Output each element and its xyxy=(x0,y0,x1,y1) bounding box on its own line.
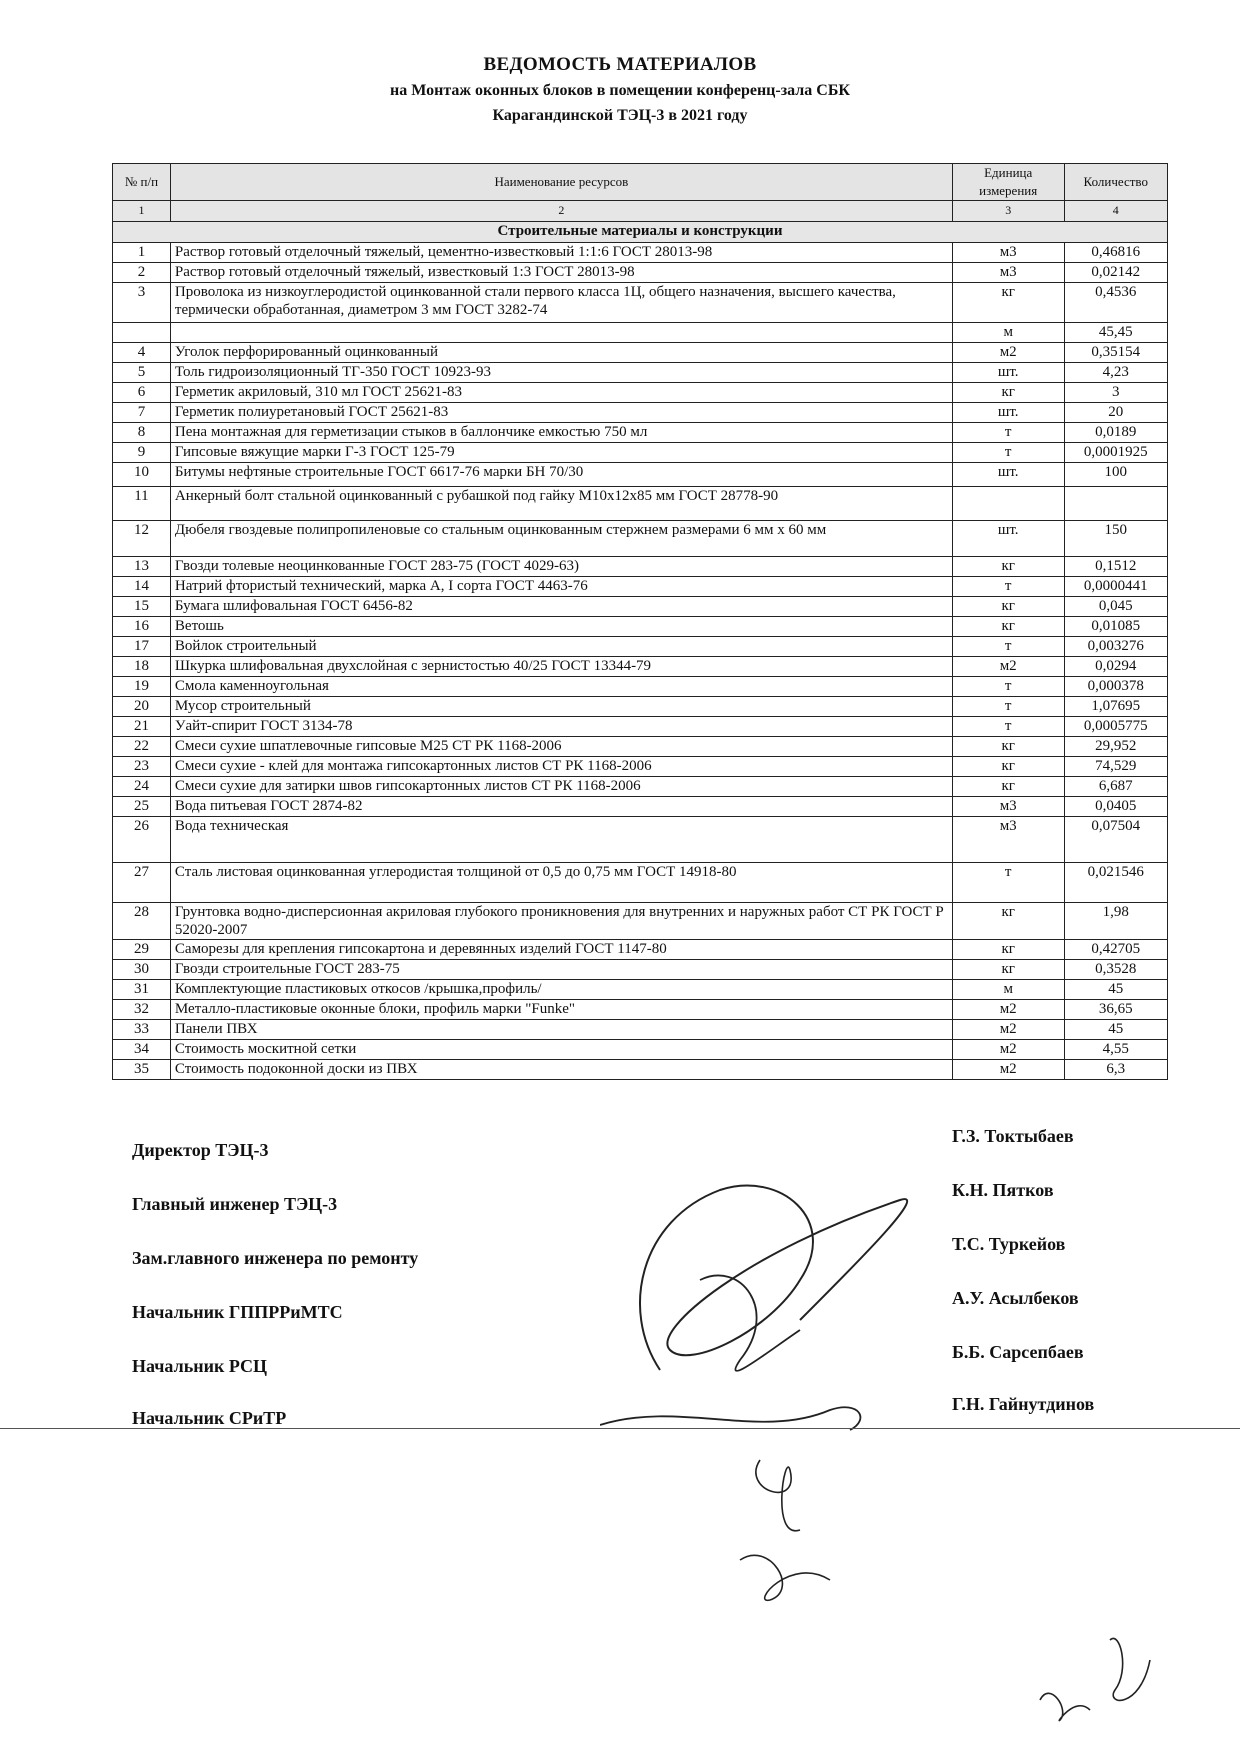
row-unit: т xyxy=(952,443,1064,463)
row-quantity: 0,46816 xyxy=(1064,243,1167,263)
row-unit: кг xyxy=(952,940,1064,960)
row-number: 18 xyxy=(113,657,171,677)
row-quantity: 20 xyxy=(1064,403,1167,423)
row-unit: кг xyxy=(952,383,1064,403)
row-quantity: 45,45 xyxy=(1064,323,1167,343)
row-quantity: 0,0000441 xyxy=(1064,577,1167,597)
row-quantity: 0,42705 xyxy=(1064,940,1167,960)
row-unit: т xyxy=(952,677,1064,697)
row-unit: м2 xyxy=(952,1040,1064,1060)
row-number: 28 xyxy=(113,903,171,940)
initials-signature xyxy=(1030,1620,1160,1730)
row-number: 14 xyxy=(113,577,171,597)
row-number: 35 xyxy=(113,1060,171,1080)
row-quantity: 45 xyxy=(1064,980,1167,1000)
row-name: Войлок строительный xyxy=(170,637,952,657)
row-name: Герметик акриловый, 310 мл ГОСТ 25621-83 xyxy=(170,383,952,403)
row-quantity: 45 xyxy=(1064,1020,1167,1040)
table-row xyxy=(113,863,1168,903)
table-row xyxy=(113,903,1168,940)
column-number: 3 xyxy=(952,201,1064,222)
row-quantity: 1,07695 xyxy=(1064,697,1167,717)
row-name: Смола каменноугольная xyxy=(170,677,952,697)
row-number: 9 xyxy=(113,443,171,463)
row-quantity: 0,021546 xyxy=(1064,863,1167,903)
table-row xyxy=(113,283,1168,323)
row-unit: кг xyxy=(952,757,1064,777)
row-name: Грунтовка водно-дисперсионная акриловая глубокого проникновения для внутренних и наружных работ СТ РК ГОСТ Р 52020-2007 xyxy=(170,903,952,940)
materials-table xyxy=(112,163,1168,1080)
row-number: 4 xyxy=(113,343,171,363)
row-quantity: 74,529 xyxy=(1064,757,1167,777)
row-name: Уайт-спирит ГОСТ 3134-78 xyxy=(170,717,952,737)
row-number: 30 xyxy=(113,960,171,980)
section-title: Строительные материалы и конструкции xyxy=(113,222,1168,243)
column-number-row xyxy=(113,201,1168,222)
row-number: 25 xyxy=(113,797,171,817)
row-number: 15 xyxy=(113,597,171,617)
table-row xyxy=(113,597,1168,617)
row-number: 10 xyxy=(113,463,171,487)
row-number: 16 xyxy=(113,617,171,637)
table-row xyxy=(113,980,1168,1000)
row-number: 8 xyxy=(113,423,171,443)
row-number: 17 xyxy=(113,637,171,657)
row-name: Гвозди толевые неоцинкованные ГОСТ 283-75 (ГОСТ 4029-63) xyxy=(170,557,952,577)
table-row xyxy=(113,617,1168,637)
row-unit: шт. xyxy=(952,363,1064,383)
row-name: Ветошь xyxy=(170,617,952,637)
row-number: 32 xyxy=(113,1000,171,1020)
signatory-name: Г.Н. Гайнутдинов xyxy=(952,1394,1095,1414)
document-subtitle-line-1: на Монтаж оконных блоков в помещении конференц-зала СБК xyxy=(389,82,850,99)
row-unit: м3 xyxy=(952,263,1064,283)
row-number: 21 xyxy=(113,717,171,737)
signatory-role: Директор ТЭЦ-3 xyxy=(132,1140,269,1160)
row-quantity: 6,687 xyxy=(1064,777,1167,797)
row-quantity: 0,0001925 xyxy=(1064,443,1167,463)
column-number: 2 xyxy=(170,201,952,222)
column-header-quantity: Количество xyxy=(1064,164,1167,201)
row-name: Комплектующие пластиковых откосов /крышка,профиль/ xyxy=(170,980,952,1000)
row-name: Гипсовые вяжущие марки Г-3 ГОСТ 125-79 xyxy=(170,443,952,463)
row-name: Бумага шлифовальная ГОСТ 6456-82 xyxy=(170,597,952,617)
row-name: Шкурка шлифовальная двухслойная с зернистостью 40/25 ГОСТ 13344-79 xyxy=(170,657,952,677)
column-number: 1 xyxy=(113,201,171,222)
row-number: 13 xyxy=(113,557,171,577)
row-quantity: 150 xyxy=(1064,521,1167,557)
table-row xyxy=(113,463,1168,487)
table-row xyxy=(113,243,1168,263)
row-unit: шт. xyxy=(952,403,1064,423)
table-row xyxy=(113,677,1168,697)
row-unit: т xyxy=(952,637,1064,657)
table-row xyxy=(113,577,1168,597)
row-quantity: 3 xyxy=(1064,383,1167,403)
row-number: 19 xyxy=(113,677,171,697)
row-quantity: 0,003276 xyxy=(1064,637,1167,657)
row-name: Смеси сухие - клей для монтажа гипсокартонных листов СТ РК 1168-2006 xyxy=(170,757,952,777)
table-row xyxy=(113,717,1168,737)
row-number: 26 xyxy=(113,817,171,863)
row-number: 22 xyxy=(113,737,171,757)
table-row xyxy=(113,797,1168,817)
table-row xyxy=(113,697,1168,717)
section-row xyxy=(113,222,1168,243)
row-quantity: 0,0405 xyxy=(1064,797,1167,817)
row-number: 6 xyxy=(113,383,171,403)
row-unit: кг xyxy=(952,283,1064,323)
row-quantity: 0,4536 xyxy=(1064,283,1167,323)
row-name: Стоимость подоконной доски из ПВХ xyxy=(170,1060,952,1080)
table-row xyxy=(113,403,1168,423)
signatory-role: Начальник СРиТР xyxy=(132,1408,287,1428)
row-quantity: 0,045 xyxy=(1064,597,1167,617)
row-unit: т xyxy=(952,423,1064,443)
row-unit: т xyxy=(952,717,1064,737)
row-quantity: 100 xyxy=(1064,463,1167,487)
row-name: Битумы нефтяные строительные ГОСТ 6617-76 марки БН 70/30 xyxy=(170,463,952,487)
row-name: Сталь листовая оцинкованная углеродистая толщиной от 0,5 до 0,75 мм ГОСТ 14918-80 xyxy=(170,863,952,903)
signatory-role: Зам.главного инженера по ремонту xyxy=(132,1248,419,1268)
row-number: 7 xyxy=(113,403,171,423)
signatory-role: Главный инженер ТЭЦ-3 xyxy=(132,1194,338,1214)
table-row xyxy=(113,423,1168,443)
row-number: 29 xyxy=(113,940,171,960)
row-quantity: 0,000378 xyxy=(1064,677,1167,697)
row-number: 34 xyxy=(113,1040,171,1060)
table-row xyxy=(113,383,1168,403)
row-quantity: 1,98 xyxy=(1064,903,1167,940)
row-name: Раствор готовый отделочный тяжелый, цементно-известковый 1:1:6 ГОСТ 28013-98 xyxy=(170,243,952,263)
table-row xyxy=(113,940,1168,960)
row-number: 31 xyxy=(113,980,171,1000)
row-name xyxy=(170,323,952,343)
row-name: Вода питьевая ГОСТ 2874-82 xyxy=(170,797,952,817)
row-name: Толь гидроизоляционный ТГ-350 ГОСТ 10923-93 xyxy=(170,363,952,383)
signatory-name: Г.З. Токтыбаев xyxy=(952,1126,1074,1146)
row-name: Уголок перфорированный оцинкованный xyxy=(170,343,952,363)
signatory-name: А.У. Асылбеков xyxy=(952,1288,1079,1308)
table-row xyxy=(113,1000,1168,1020)
row-name: Вода техническая xyxy=(170,817,952,863)
column-header-name: Наименование ресурсов xyxy=(170,164,952,201)
table-row xyxy=(113,817,1168,863)
row-quantity: 0,1512 xyxy=(1064,557,1167,577)
row-unit: кг xyxy=(952,960,1064,980)
row-name: Металло-пластиковые оконные блоки, профиль марки "Funke" xyxy=(170,1000,952,1020)
row-name: Герметик полиуретановый ГОСТ 25621-83 xyxy=(170,403,952,423)
row-unit: м2 xyxy=(952,1020,1064,1040)
row-unit: кг xyxy=(952,777,1064,797)
row-quantity: 4,23 xyxy=(1064,363,1167,383)
table-row xyxy=(113,363,1168,383)
row-unit: шт. xyxy=(952,463,1064,487)
table-row xyxy=(113,323,1168,343)
signatory-name: К.Н. Пятков xyxy=(952,1180,1054,1200)
document-subtitle-line-2: Карагандинской ТЭЦ-3 в 2021 году xyxy=(492,107,748,124)
row-name: Стоимость москитной сетки xyxy=(170,1040,952,1060)
row-unit xyxy=(952,487,1064,521)
row-number: 11 xyxy=(113,487,171,521)
row-name: Смеси сухие шпатлевочные гипсовые М25 СТ РК 1168-2006 xyxy=(170,737,952,757)
table-body xyxy=(113,243,1168,1080)
row-name: Гвозди строительные ГОСТ 283-75 xyxy=(170,960,952,980)
table-row xyxy=(113,521,1168,557)
document-title: ВЕДОМОСТЬ МАТЕРИАЛОВ xyxy=(483,54,757,75)
row-name: Мусор строительный xyxy=(170,697,952,717)
row-quantity xyxy=(1064,487,1167,521)
table-row xyxy=(113,757,1168,777)
table-row xyxy=(113,737,1168,757)
table-row xyxy=(113,487,1168,521)
row-quantity: 36,65 xyxy=(1064,1000,1167,1020)
row-name: Смеси сухие для затирки швов гипсокартонных листов СТ РК 1168-2006 xyxy=(170,777,952,797)
row-unit: м2 xyxy=(952,1000,1064,1020)
table-row xyxy=(113,443,1168,463)
row-unit: м2 xyxy=(952,343,1064,363)
row-quantity: 0,3528 xyxy=(1064,960,1167,980)
column-header-number: № п/п xyxy=(113,164,171,201)
table-row xyxy=(113,557,1168,577)
table-row xyxy=(113,343,1168,363)
table-row xyxy=(113,777,1168,797)
row-unit: кг xyxy=(952,597,1064,617)
table-header-row xyxy=(113,164,1168,201)
row-name: Панели ПВХ xyxy=(170,1020,952,1040)
row-unit: кг xyxy=(952,903,1064,940)
table-row xyxy=(113,1060,1168,1080)
row-quantity: 0,01085 xyxy=(1064,617,1167,637)
row-quantity: 0,0189 xyxy=(1064,423,1167,443)
row-number xyxy=(113,323,171,343)
row-unit: м3 xyxy=(952,243,1064,263)
row-unit: т xyxy=(952,577,1064,597)
row-quantity: 4,55 xyxy=(1064,1040,1167,1060)
column-header-unit: Единица измерения xyxy=(952,164,1064,201)
row-unit: шт. xyxy=(952,521,1064,557)
row-quantity: 0,0005775 xyxy=(1064,717,1167,737)
row-number: 2 xyxy=(113,263,171,283)
row-unit: кг xyxy=(952,557,1064,577)
row-number: 27 xyxy=(113,863,171,903)
row-unit: т xyxy=(952,863,1064,903)
row-unit: м3 xyxy=(952,817,1064,863)
row-number: 1 xyxy=(113,243,171,263)
document-header xyxy=(0,52,1240,128)
row-quantity: 0,07504 xyxy=(1064,817,1167,863)
row-name: Анкерный болт стальной оцинкованный с рубашкой под гайку М10х12х85 мм ГОСТ 28778-90 xyxy=(170,487,952,521)
row-unit: т xyxy=(952,697,1064,717)
row-name: Саморезы для крепления гипсокартона и деревянных изделий ГОСТ 1147-80 xyxy=(170,940,952,960)
row-number: 12 xyxy=(113,521,171,557)
row-name: Дюбеля гвоздевые полипропиленовые со стальным оцинкованным стержнем размерами 6 мм х 60 мм xyxy=(170,521,952,557)
column-number: 4 xyxy=(1064,201,1167,222)
signatory-role: Начальник РСЦ xyxy=(132,1356,268,1376)
row-quantity: 29,952 xyxy=(1064,737,1167,757)
row-name: Натрий фтористый технический, марка А, I сорта ГОСТ 4463-76 xyxy=(170,577,952,597)
row-unit: м xyxy=(952,323,1064,343)
row-name: Пена монтажная для герметизации стыков в баллончике емкостью 750 мл xyxy=(170,423,952,443)
table-row xyxy=(113,657,1168,677)
table-row xyxy=(113,1020,1168,1040)
row-unit: м3 xyxy=(952,797,1064,817)
table-row xyxy=(113,637,1168,657)
signatory-name: Т.С. Туркейов xyxy=(952,1234,1066,1254)
row-unit: кг xyxy=(952,617,1064,637)
row-unit: кг xyxy=(952,737,1064,757)
row-name: Проволока из низкоуглеродистой оцинкованной стали первого класса 1Ц, общего назначения, высшего качества, термически обработанная, диаметром 3 мм ГОСТ 3282-74 xyxy=(170,283,952,323)
row-unit: м xyxy=(952,980,1064,1000)
row-unit: м2 xyxy=(952,657,1064,677)
row-name: Раствор готовый отделочный тяжелый, известковый 1:3 ГОСТ 28013-98 xyxy=(170,263,952,283)
row-quantity: 0,0294 xyxy=(1064,657,1167,677)
table-row xyxy=(113,263,1168,283)
signatory-name: Б.Б. Сарсепбаев xyxy=(952,1342,1084,1362)
row-number: 24 xyxy=(113,777,171,797)
signatory-role: Начальник ГППРРиМТС xyxy=(132,1302,343,1322)
handwritten-signatures xyxy=(600,1160,980,1620)
row-number: 20 xyxy=(113,697,171,717)
table-row xyxy=(113,1040,1168,1060)
row-quantity: 0,35154 xyxy=(1064,343,1167,363)
row-quantity: 6,3 xyxy=(1064,1060,1167,1080)
row-number: 3 xyxy=(113,283,171,323)
table-row xyxy=(113,960,1168,980)
row-number: 5 xyxy=(113,363,171,383)
row-unit: м2 xyxy=(952,1060,1064,1080)
row-number: 23 xyxy=(113,757,171,777)
row-quantity: 0,02142 xyxy=(1064,263,1167,283)
row-number: 33 xyxy=(113,1020,171,1040)
